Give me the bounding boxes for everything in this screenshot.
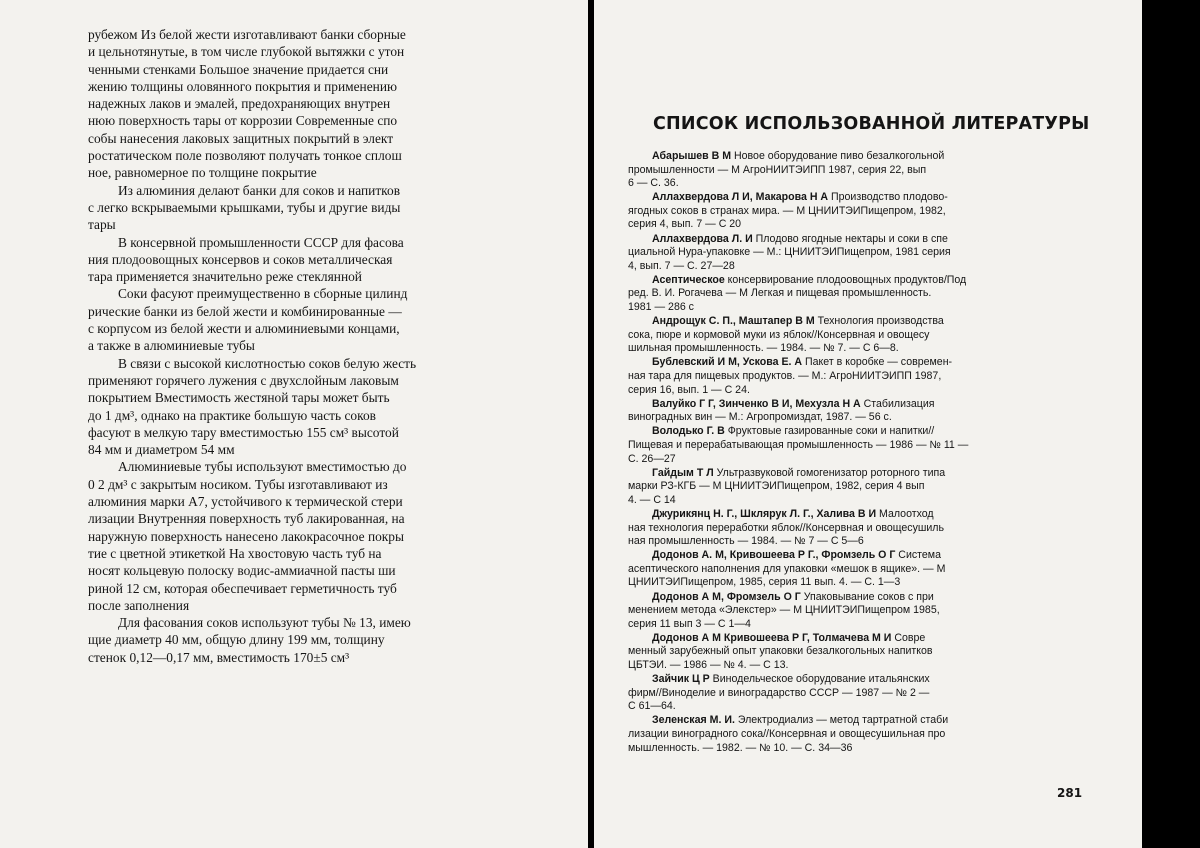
- reference-authors: Абарышев В М: [652, 150, 732, 162]
- reference-authors: Додонов А М, Фромзель О Г: [652, 590, 801, 603]
- text-line: В консервной промышленности СССР для фасова: [118, 234, 404, 250]
- reference-line: Пищевая и перерабатывающая промышленность — 1986 — № 11 —: [628, 438, 969, 451]
- reference-line: 6 — С. 36.: [628, 177, 679, 190]
- reference-line: [628, 714, 1070, 728]
- text-line: после заполнения: [88, 597, 190, 613]
- text-line: жению толщины оловянного покрытия и применению: [88, 78, 397, 94]
- reference-list: [628, 150, 1070, 756]
- reference-line: менением метода «Элекстер» — М ЦНИИТЭИПищепром 1985,: [628, 604, 940, 617]
- reference-line: [628, 315, 1070, 329]
- reference-entry: [628, 233, 1070, 274]
- reference-line: серия 4, вып. 7 — С 20: [628, 218, 742, 231]
- text-line: и цельнотянутые, в том числе глубокой вытяжки с утон: [88, 44, 405, 60]
- text-line: с легко вскрываемыми крышками, тубы и другие виды: [88, 199, 401, 215]
- reference-authors: Зайчик Ц Р: [652, 673, 710, 686]
- reference-entry: [628, 714, 1070, 755]
- reference-line: менный зарубежный опыт упаковки безалкогольных напитков: [628, 645, 933, 658]
- reference-line: 4, вып. 7 — С. 27—28: [628, 259, 735, 272]
- reference-line: [628, 274, 1070, 288]
- reference-line: шильная промышленность. — 1984. — № 7. — С 6—8.: [628, 342, 899, 355]
- text-line: 84 мм и диаметром 54 мм: [88, 442, 235, 458]
- text-line: риной 12 см, которая обеспечивает герметичность туб: [88, 580, 397, 596]
- text-line: до 1 дм³, однако на практике большую часть соков: [88, 407, 376, 423]
- text-line: покрытием Вместимость жестяной тары может быть: [88, 390, 390, 406]
- reference-authors: Гайдым Т Л: [652, 466, 714, 479]
- reference-line: [628, 508, 1070, 522]
- text-line: рические банки из белой жести и комбинированные —: [88, 303, 402, 319]
- text-line: тары: [88, 217, 116, 233]
- text-line: собы нанесения лаковых защитных покрытий в элект: [88, 130, 394, 146]
- reference-line: ЦБТЭИ. — 1986 — № 4. — С 13.: [628, 658, 789, 671]
- reference-entry: [628, 150, 1070, 191]
- text-line: носят кольцевую полоску водис-аммиачной пасты ши: [88, 563, 396, 579]
- reference-authors: Джурикянц Н. Г., Шклярук Л. Г., Халива В И: [652, 507, 877, 520]
- reference-line: циальной Нура-упаковке — М.: ЦНИИТЭИПищепром, 1981 серия: [628, 246, 951, 259]
- text-line: применяют горячего лужения с двухслойным лаковым: [88, 372, 399, 388]
- right-page: [594, 0, 1142, 848]
- reference-authors: Валуйко Г Г, Зинченко В И, Мехузла Н А: [652, 397, 861, 410]
- left-page: [0, 0, 588, 848]
- text-line: Для фасования соков используют тубы № 13, имею: [118, 615, 411, 631]
- text-line: Соки фасуют преимущественно в сборные цилинд: [118, 286, 408, 302]
- reference-line: сока, пюре и кормовой муки из яблок//Консервная и овощесу: [628, 328, 930, 341]
- reference-line: серия 16, вып. 1 — С 24.: [628, 383, 750, 396]
- reference-authors: Аллахвердова Л. И: [652, 232, 753, 245]
- reference-line: серия 11 вып 3 — С 1—4: [628, 617, 751, 630]
- left-page-text: [88, 26, 528, 666]
- reference-line: [628, 191, 1070, 205]
- reference-entry: [628, 673, 1070, 714]
- reference-line: виноградных вин — М.: Агропромиздат, 1987. — 56 с.: [628, 411, 892, 424]
- text-line: рубежом Из белой жести изготавливают банки сборные: [88, 27, 406, 42]
- reference-line: ная тара для пищевых продуктов. — М.: АгроНИИТЭИПП 1987,: [628, 370, 942, 382]
- reference-entry: [628, 632, 1070, 673]
- reference-line: 4. — С 14: [628, 493, 676, 506]
- reference-line: асептического наполнения для упаковки «мешок в ящике». — М: [628, 562, 946, 575]
- text-line: лизации Внутренняя поверхность туб лакированная, на: [88, 511, 405, 527]
- reference-entry: [628, 425, 1070, 466]
- reference-line: ная промышленность — 1984. — № 7 — С 5—6: [628, 535, 864, 548]
- reference-authors: Зеленская М. И.: [652, 714, 735, 727]
- reference-line: [628, 467, 1070, 481]
- reference-line: [628, 425, 1070, 439]
- reference-line: [628, 233, 1070, 247]
- text-line: тара применяется значительно реже стеклянной: [88, 269, 362, 285]
- reference-text: консервирование плодоовощных продуктов/Под: [724, 273, 967, 286]
- reference-line: ЦНИИТЭИПищепром, 1985, серия 11 вып. 4. — С. 1—3: [628, 576, 901, 589]
- reference-line: [628, 150, 1070, 164]
- reference-authors: Андрощук С. П., Маштапер В М: [652, 315, 815, 328]
- reference-text: Совре: [891, 631, 926, 644]
- reference-entry: [628, 549, 1070, 590]
- reference-text: Малоотход: [876, 507, 934, 520]
- reference-line: марки РЗ-КГБ — М ЦНИИТЭИПищепром, 1982, серия 4 вып: [628, 480, 925, 493]
- reference-text: Система: [895, 549, 941, 562]
- reference-entry: [628, 191, 1070, 232]
- text-line: с корпусом из белой жести и алюминиевыми концами,: [88, 321, 400, 337]
- text-line: наружную поверхность нанесено лакокрасочное покры: [88, 528, 405, 544]
- reference-authors: Додонов А. М, Кривошеева Р Г., Фромзель О Г: [652, 549, 896, 562]
- reference-text: Плодово ягодные нектары и соки в спе: [752, 232, 948, 245]
- reference-entry: [628, 467, 1070, 508]
- text-line: ростатическом поле позволяют получать тонкое сплош: [88, 148, 402, 164]
- reference-text: Пакет в коробке — современ-: [802, 356, 953, 369]
- text-line: В связи с высокой кислотностью соков белую жесть: [118, 355, 417, 371]
- reference-line: лизации виноградного сока//Консервная и овощесушильная про: [628, 727, 946, 740]
- text-line: стенок 0,12—0,17 мм, вместимость 170±5 см³: [88, 649, 350, 665]
- reference-entry: [628, 508, 1070, 549]
- reference-line: фирм//Виноделие и виноградарство СССР — 1987 — № 2 —: [628, 686, 930, 699]
- reference-text: Винодельческое оборудование итальянских: [709, 673, 930, 686]
- reference-text: Упаковывание соков с при: [800, 590, 934, 603]
- reference-line: ягодных соков в странах мира. — М ЦНИИТЭИПищепром, 1982,: [628, 204, 946, 217]
- reference-line: [628, 549, 1070, 563]
- reference-authors: Аллахвердова Л И, Макарова Н А: [652, 191, 829, 204]
- page-number: 281: [1057, 786, 1083, 800]
- reference-entry: [628, 274, 1070, 315]
- reference-line: [628, 673, 1070, 687]
- text-line: тие с цветной этикеткой На хвостовую часть туб на: [88, 545, 382, 561]
- bibliography-heading: СПИСОК ИСПОЛЬЗОВАННОЙ ЛИТЕРАТУРЫ: [653, 114, 1090, 134]
- reference-text: Ультразвуковой гомогенизатор роторного типа: [713, 466, 946, 479]
- text-line: Алюминиевые тубы используют вместимостью до: [118, 459, 407, 475]
- reference-line: [628, 591, 1070, 605]
- reference-line: С. 26—27: [628, 452, 676, 465]
- reference-text: Новое оборудование пиво безалкогольной: [731, 150, 945, 162]
- reference-entry: [628, 315, 1070, 356]
- text-line: надежных лаков и эмалей, предохраняющих внутрен: [88, 96, 391, 112]
- text-line: фасуют в мелкую тару вместимостью 155 см³ высотой: [88, 424, 399, 440]
- reference-text: Стабилизация: [860, 397, 935, 410]
- reference-text: Технология производства: [814, 315, 944, 328]
- text-line: ния плодоовощных консервов и соков металлическая: [88, 251, 393, 267]
- reference-line: промышленности — М АгроНИИТЭИПП 1987, серия 22, вып: [628, 163, 927, 176]
- reference-authors: Асептическое: [652, 273, 725, 286]
- reference-line: ная технология переработки яблок//Консервная и овощесушиль: [628, 521, 944, 534]
- reference-authors: Бублевский И М, Ускова Е. А: [652, 356, 803, 369]
- reference-text: Электродиализ — метод тартратной стаби: [734, 714, 949, 727]
- reference-line: [628, 398, 1070, 412]
- text-line: а также в алюминиевые тубы: [88, 338, 255, 354]
- reference-entry: [628, 591, 1070, 632]
- text-line: 0 2 дм³ с закрытым носиком. Тубы изготавливают из: [88, 476, 388, 492]
- reference-line: ред. В. И. Рогачева — М Легкая и пищевая промышленность.: [628, 287, 932, 300]
- reference-text: Фруктовые газированные соки и напитки//: [724, 425, 935, 438]
- reference-authors: Володько Г. В: [652, 425, 725, 438]
- reference-line: 1981 — 286 с: [628, 301, 694, 314]
- reference-line: [628, 632, 1070, 646]
- text-line: щие диаметр 40 мм, общую длину 199 мм, толщину: [88, 632, 385, 648]
- reference-line: [628, 356, 1070, 370]
- reference-line: мышленность. — 1982. — № 10. — С. 34—36: [628, 741, 853, 754]
- reference-authors: Додонов А М Кривошеева Р Г, Толмачева М И: [652, 631, 892, 644]
- reference-entry: [628, 356, 1070, 397]
- text-line: Из алюминия делают банки для соков и напитков: [118, 182, 401, 198]
- text-line: ченными стенками Большое значение придается сни: [88, 61, 389, 77]
- text-line: нюю поверхность тары от коррозии Современные спо: [88, 113, 398, 129]
- reference-text: Производство плодово-: [828, 191, 948, 204]
- text-line: алюминия марки А7, устойчивого к термической стери: [88, 494, 403, 510]
- text-line: ное, равномерное по толщине покрытие: [88, 165, 317, 181]
- reference-entry: [628, 398, 1070, 425]
- reference-line: С 61—64.: [628, 700, 676, 713]
